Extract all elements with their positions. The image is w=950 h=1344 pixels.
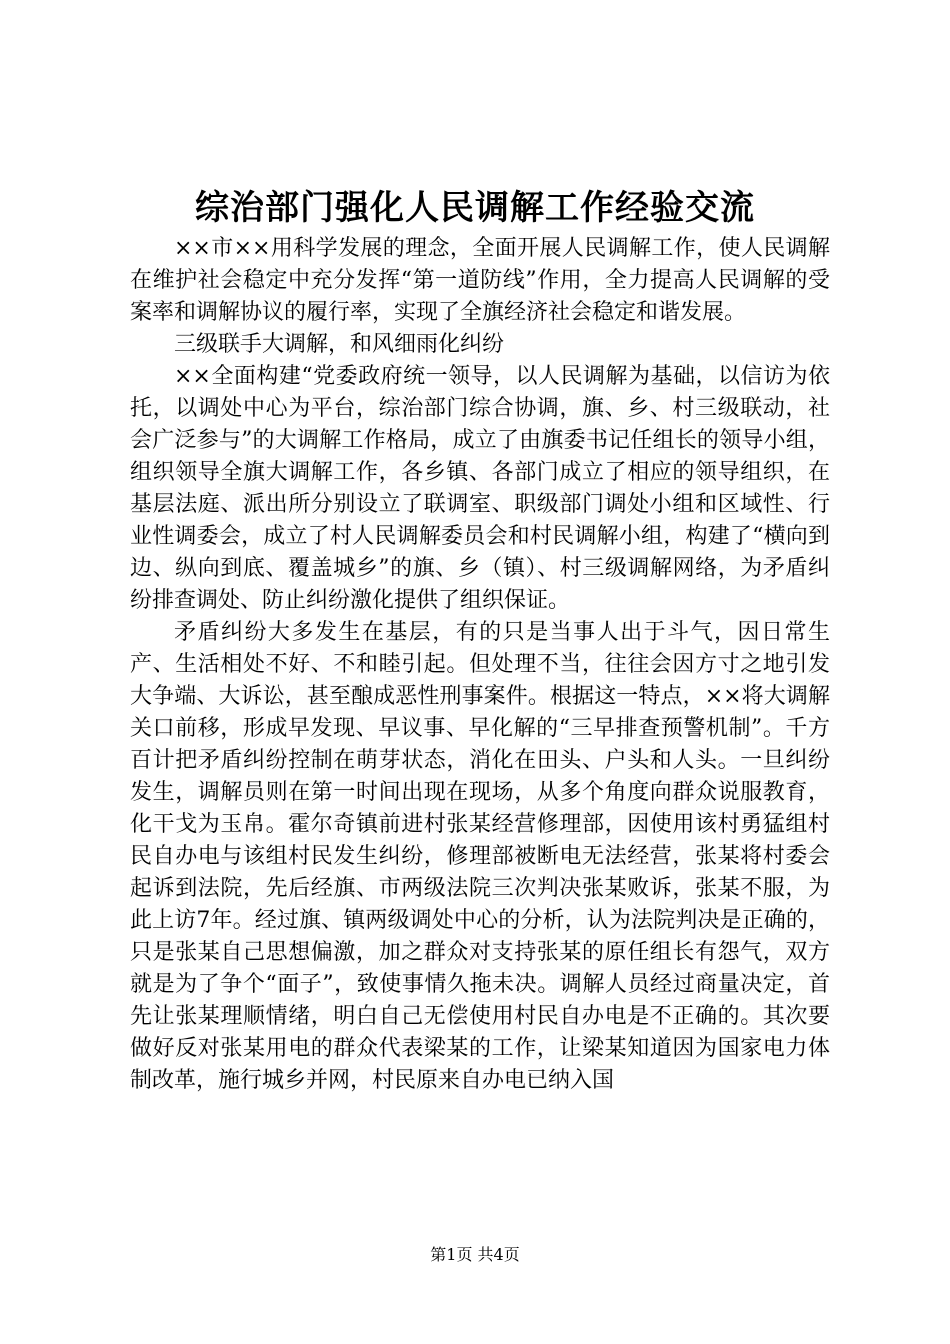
document-body <box>130 233 830 1097</box>
document-title: 综治部门强化人民调解工作经验交流 <box>195 188 755 228</box>
section-heading: 三级联手大调解，和风细雨化纠纷 <box>174 332 505 357</box>
page-footer: 第1页 共4页 <box>430 1245 520 1264</box>
paragraph-case: 矛盾纠纷大多发生在基层，有的只是当事人出于斗气，因日常生产、生活相处不好、不和睦引起。但处理不当，往往会因方寸之地引发大争端、大诉讼，甚至酿成恶性刑事案件。根据这一特点，××将大调解关口前移，形成早发现、早议事、早化解的“三早排查预警机制”。千方百计把矛盾纠纷控制在萌芽状态，消化在田头、户头和人头。一旦纠纷发生，调解员则在第一时间出现在现场，从多个角度向群众说服教育，化干戈为玉帛。霍尔奇镇前进村张某经营修理部，因使用该村勇猛组村民自办电与该组村民发生纠纷，修理部被断电无法经营，张某将村委会起诉到法院，先后经旗、市两级法院三次判决张某败诉，张某不服，为此上访7年。经过旗、镇两级调处中心的分析，认为法院判决是正确的，只是张某自己思想偏激，加之群众对支持张某的原任组长有怨气，双方就是为了争个“面子”，致使事情久拖未决。调解人员经过商量决定，首先让张某理顺情绪，明白自己无偿使用村民自办电是不正确的。其次要做好反对张某用电的群众代表梁某的工作，让梁某知道因为国家电力体制改革，施行城乡并网，村民原来自办电已纳入国 <box>130 620 830 1093</box>
paragraph-mechanism: ××全面构建“党委政府统一领导，以人民调解为基础，以信访为依托，以调处中心为平台，综治部门综合协调，旗、乡、村三级联动，社会广泛参与”的大调解工作格局，成立了由旗委书记任组长的领导小组，组织领导全旗大调解工作，各乡镇、各部门成立了相应的领导组织，在基层法庭、派出所分别设立了联调室、职级部门调处小组和区域性、行业性调委会，成立了村人民调解委员会和村民调解小组，构建了“横向到边、纵向到底、覆盖城乡”的旗、乡（镇）、村三级调解网络，为矛盾纠纷排查调处、防止纠纷激化提供了组织保证。 <box>130 364 830 613</box>
paragraph-intro: ××市××用科学发展的理念，全面开展人民调解工作，使人民调解在维护社会稳定中充分发挥“第一道防线”作用，全力提高人民调解的受案率和调解协议的履行率，实现了全旗经济社会稳定和谐发展。 <box>130 236 830 325</box>
